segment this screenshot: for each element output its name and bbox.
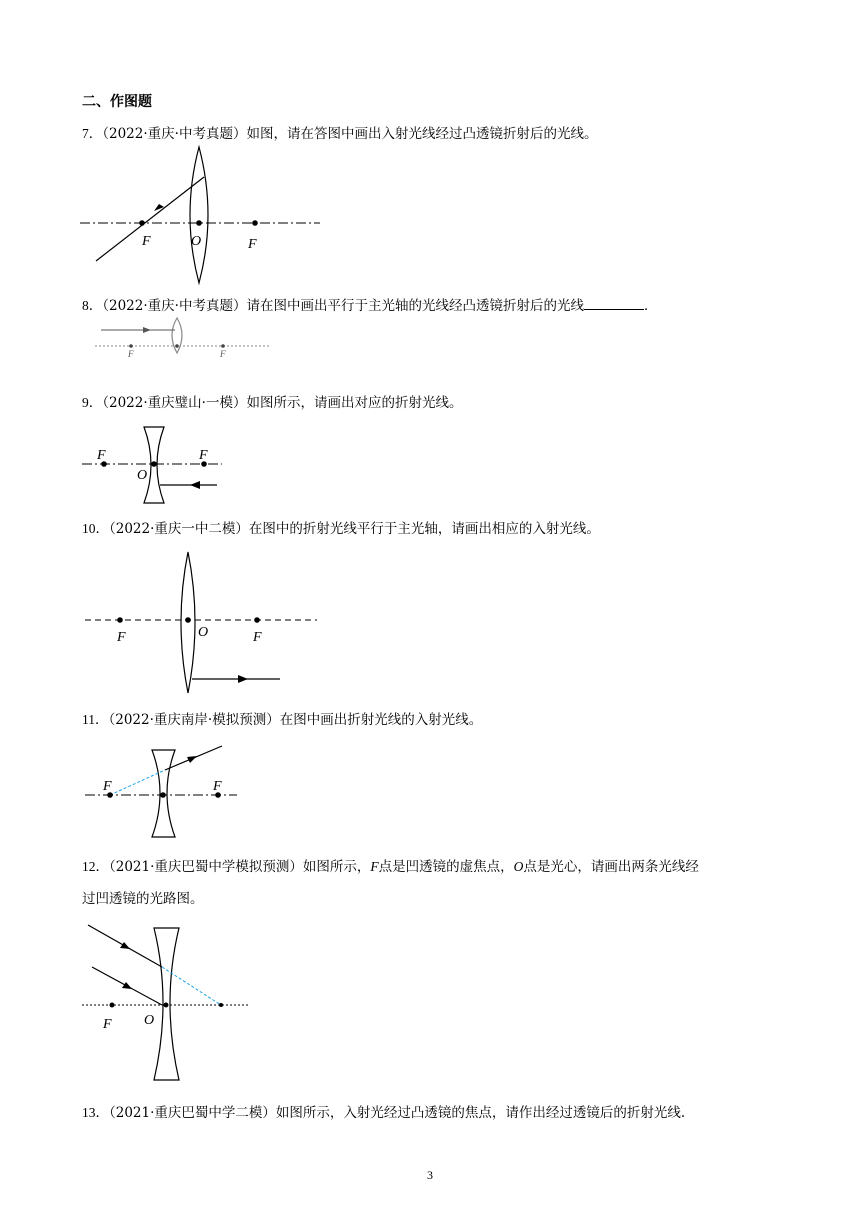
question-12 — [82, 857, 699, 877]
label-o: O — [137, 468, 148, 483]
question-text: 如图，请在答图中画出入射光线经过凸透镜折射后的光线。 — [246, 126, 598, 142]
question-8 — [82, 295, 657, 316]
label-f-left: F — [128, 349, 134, 359]
question-number: 8． — [82, 298, 103, 313]
question-12-line2 — [82, 889, 204, 909]
arrow-icon — [120, 942, 130, 949]
label-f-left: F — [103, 779, 112, 794]
question-text: 在图中画出折射光线的入射光线。 — [279, 712, 483, 728]
question-9 — [82, 393, 462, 413]
label-o: O — [191, 234, 202, 249]
question-11 — [82, 710, 482, 730]
label-f-left: F — [142, 234, 151, 249]
figure-q9-concave-lens — [82, 425, 227, 507]
question-source: （2021·重庆巴蜀中学二模） — [109, 1105, 276, 1121]
question-source: （2022·重庆南岸·模拟预测） — [108, 712, 280, 728]
question-source: （2022·重庆璧山·一模） — [102, 395, 247, 411]
answer-blank[interactable] — [584, 295, 644, 310]
question-text: 点是凹透镜的虚焦点， — [378, 859, 514, 875]
question-text: 请在图中画出平行于主光轴的光线经凸透镜折射后的光线 — [246, 298, 584, 314]
optical-center — [196, 220, 202, 226]
focal-point-right — [254, 617, 260, 623]
question-7 — [82, 124, 597, 144]
focal-point-left — [110, 1003, 115, 1008]
figure-q11-concave-lens — [85, 743, 245, 838]
optical-center — [160, 792, 166, 798]
optical-center — [185, 617, 191, 623]
label-o: O — [144, 1013, 155, 1028]
arrow-icon — [122, 982, 132, 989]
label-f-left: F — [117, 630, 126, 645]
optical-center — [151, 461, 157, 467]
figure-q7-convex-lens — [80, 145, 320, 285]
question-number: 13． — [82, 1105, 109, 1120]
question-number: 7． — [82, 126, 103, 141]
question-text: 过凹透镜的光路图。 — [82, 891, 204, 907]
question-source: （2021·重庆巴蜀中学模拟预测） — [109, 859, 303, 875]
question-text: 在图中的折射光线平行于主光轴，请画出相应的入射光线。 — [248, 521, 600, 537]
focal-point-left — [139, 220, 145, 226]
focal-point-right — [252, 220, 258, 226]
question-tail: ． — [643, 298, 658, 314]
variable-f: F — [370, 859, 379, 874]
label-o: O — [198, 625, 209, 640]
figure-q10-convex-lens — [85, 550, 320, 698]
question-number: 9． — [82, 395, 103, 410]
question-source: （2022·重庆·中考真题） — [102, 298, 247, 314]
figure-q12-concave-lens — [82, 922, 254, 1084]
label-f-right: F — [253, 630, 262, 645]
question-text: 如图所示， — [302, 859, 371, 875]
label-f-right: F — [213, 779, 222, 794]
optical-center — [175, 344, 179, 348]
convex-lens — [190, 147, 208, 283]
variable-o: O — [513, 859, 524, 874]
label-f-right: F — [199, 448, 208, 463]
label-f-left: F — [97, 448, 106, 463]
question-number: 10． — [82, 521, 109, 536]
label-f: F — [103, 1017, 112, 1032]
arrow-icon — [190, 481, 200, 489]
question-text: 如图所示，请画出对应的折射光线。 — [246, 395, 463, 411]
question-number: 11． — [82, 712, 109, 727]
arrow-icon — [143, 327, 151, 333]
page-number: 3 — [427, 1168, 433, 1182]
question-text: 如图所示，入射光经过凸透镜的焦点，请作出经过透镜后的折射光线. — [275, 1105, 686, 1121]
arrow-icon — [238, 675, 248, 683]
optical-center — [164, 1003, 169, 1008]
label-f-right: F — [248, 237, 257, 252]
question-number: 12． — [82, 859, 109, 874]
arrow-icon — [187, 756, 197, 763]
focal-point-left — [117, 617, 123, 623]
question-13 — [82, 1103, 685, 1123]
extension-line — [110, 770, 165, 795]
question-source: （2022·重庆·中考真题） — [102, 126, 247, 142]
focal-point-left — [129, 344, 133, 348]
section-title: 二、作图题 — [82, 94, 152, 110]
question-source: （2022·重庆一中二模） — [109, 521, 249, 537]
label-f-right: F — [220, 349, 226, 359]
question-10 — [82, 519, 600, 539]
figure-q8-convex-lens — [95, 317, 270, 357]
focal-point-right — [219, 1003, 223, 1007]
focal-point-right — [221, 344, 225, 348]
question-text: 点是光心，请画出两条光线经 — [523, 859, 699, 875]
